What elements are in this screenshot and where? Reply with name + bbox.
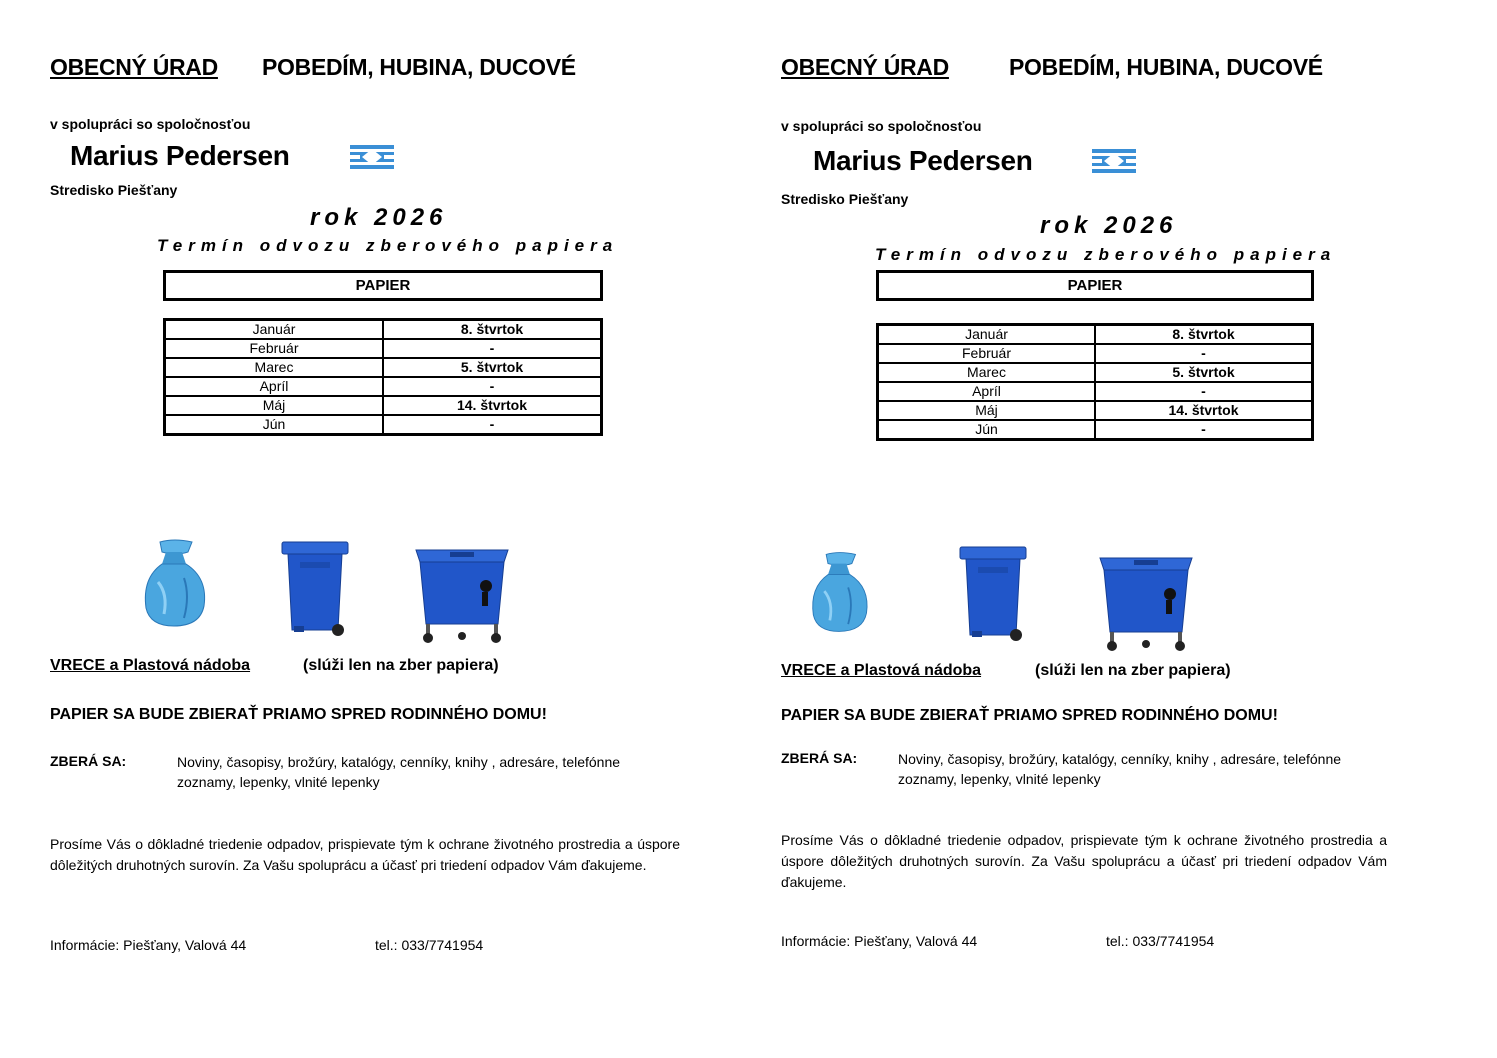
subtitle: Termín odvozu zberového papiera xyxy=(157,236,619,255)
info-text: Informácie: Piešťany, Valová 44 xyxy=(50,937,247,953)
container-note: (slúži len na zber papiera) xyxy=(1035,662,1231,679)
category-box: PAPIER xyxy=(876,270,1314,301)
table-row xyxy=(165,415,602,435)
table-row xyxy=(878,401,1313,420)
month-cell: Február xyxy=(878,344,1096,363)
plea-text: Prosíme Vás o dôkladné triedenie odpadov, prispievate tým k ochrane životného prostredia a úspore dôležitých druhotných surovín. Za Vašu spoluprácu a účasť pri triedení odpadov Vám ďakujeme. xyxy=(781,832,1387,890)
villages-title: POBEDÍM, HUBINA, DUCOVÉ xyxy=(1009,54,1323,80)
month-cell: Marec xyxy=(165,358,384,377)
collected-text: Noviny, časopisy, brožúry, katalógy, cenníky, knihy , adresáre, telefónne zoznamy, lepenky, vlnité lepenky xyxy=(177,754,621,790)
day-cell: - xyxy=(383,415,602,435)
blue-bag-icon xyxy=(806,548,872,641)
day-cell: 14. štvrtok xyxy=(1095,401,1313,420)
table-row xyxy=(878,363,1313,382)
month-cell: Január xyxy=(165,320,384,340)
phone-text: tel.: 033/7741954 xyxy=(375,937,484,953)
month-cell: Február xyxy=(165,339,384,358)
day-cell: - xyxy=(383,339,602,358)
month-cell: Jún xyxy=(878,420,1096,440)
schedule-table xyxy=(163,318,603,436)
container-label-text: VRECE a Plastová nádoba xyxy=(781,662,982,679)
month-cell: Apríl xyxy=(878,382,1096,401)
day-cell: - xyxy=(1095,420,1313,440)
month-cell: Máj xyxy=(165,396,384,415)
day-cell: - xyxy=(383,377,602,396)
collected-label: ZBERÁ SA: xyxy=(781,750,858,766)
subtitle: Termín odvozu zberového papiera xyxy=(875,245,1337,264)
day-cell: 8. štvrtok xyxy=(1095,325,1313,345)
center-name: Stredisko Piešťany xyxy=(50,182,178,198)
notice-text: PAPIER SA BUDE ZBIERAŤ PRIAMO SPRED RODINNÉHO DOMU! xyxy=(781,707,1278,724)
container-label xyxy=(50,657,250,675)
info-text: Informácie: Piešťany, Valová 44 xyxy=(781,933,978,949)
table-row xyxy=(165,339,602,358)
table-row xyxy=(165,396,602,415)
month-cell: Máj xyxy=(878,401,1096,420)
month-cell: Jún xyxy=(165,415,384,435)
day-cell: - xyxy=(1095,382,1313,401)
company-logo-icon xyxy=(350,145,394,174)
table-row xyxy=(165,320,602,340)
table-row xyxy=(165,377,602,396)
day-cell: 5. štvrtok xyxy=(1095,363,1313,382)
table-row xyxy=(165,358,602,377)
table-row xyxy=(878,325,1313,345)
month-cell: Apríl xyxy=(165,377,384,396)
table-row xyxy=(878,382,1313,401)
blue-bag-icon xyxy=(138,538,210,633)
center-name: Stredisko Piešťany xyxy=(781,191,909,207)
month-cell: Marec xyxy=(878,363,1096,382)
company-name: Marius Pedersen xyxy=(813,145,1033,176)
day-cell: 5. štvrtok xyxy=(383,358,602,377)
collected-text: Noviny, časopisy, brožúry, katalógy, cenníky, knihy , adresáre, telefónne zoznamy, lepenky, vlnité lepenky xyxy=(898,751,1342,787)
year-title: rok 2026 xyxy=(1040,212,1178,239)
day-cell: 8. štvrtok xyxy=(383,320,602,340)
container-label xyxy=(781,662,981,680)
day-cell: - xyxy=(1095,344,1313,363)
blue-bin-icon xyxy=(280,538,350,643)
year-title: rok 2026 xyxy=(310,204,448,231)
blue-container-icon xyxy=(410,540,514,649)
company-name: Marius Pedersen xyxy=(70,140,290,171)
cooperation-text: v spolupráci so spoločnosťou xyxy=(781,118,982,134)
collected-label: ZBERÁ SA: xyxy=(50,753,127,769)
plea-text: Prosíme Vás o dôkladné triedenie odpadov, prispievate tým k ochrane životného prostredia a úspore dôležitých druhotných surovín. Za Vašu spoluprácu a účasť pri triedení odpadov Vám ďakujeme. xyxy=(50,836,680,873)
container-label-text: VRECE a Plastová nádoba xyxy=(50,657,251,674)
container-note: (slúži len na zber papiera) xyxy=(303,657,499,674)
blue-bin-icon xyxy=(958,543,1028,648)
category-box: PAPIER xyxy=(163,270,603,301)
villages-title: POBEDÍM, HUBINA, DUCOVÉ xyxy=(262,54,576,80)
company-logo-icon xyxy=(1092,149,1136,178)
table-row xyxy=(878,344,1313,363)
month-cell: Január xyxy=(878,325,1096,345)
blue-container-icon xyxy=(1094,548,1198,657)
notice-text: PAPIER SA BUDE ZBIERAŤ PRIAMO SPRED RODINNÉHO DOMU! xyxy=(50,706,547,723)
table-row xyxy=(878,420,1313,440)
schedule-table xyxy=(876,323,1314,441)
cooperation-text: v spolupráci so spoločnosťou xyxy=(50,116,251,132)
phone-text: tel.: 033/7741954 xyxy=(1106,933,1215,949)
office-title: OBECNÝ ÚRAD xyxy=(50,54,218,80)
day-cell: 14. štvrtok xyxy=(383,396,602,415)
office-title: OBECNÝ ÚRAD xyxy=(781,54,949,80)
